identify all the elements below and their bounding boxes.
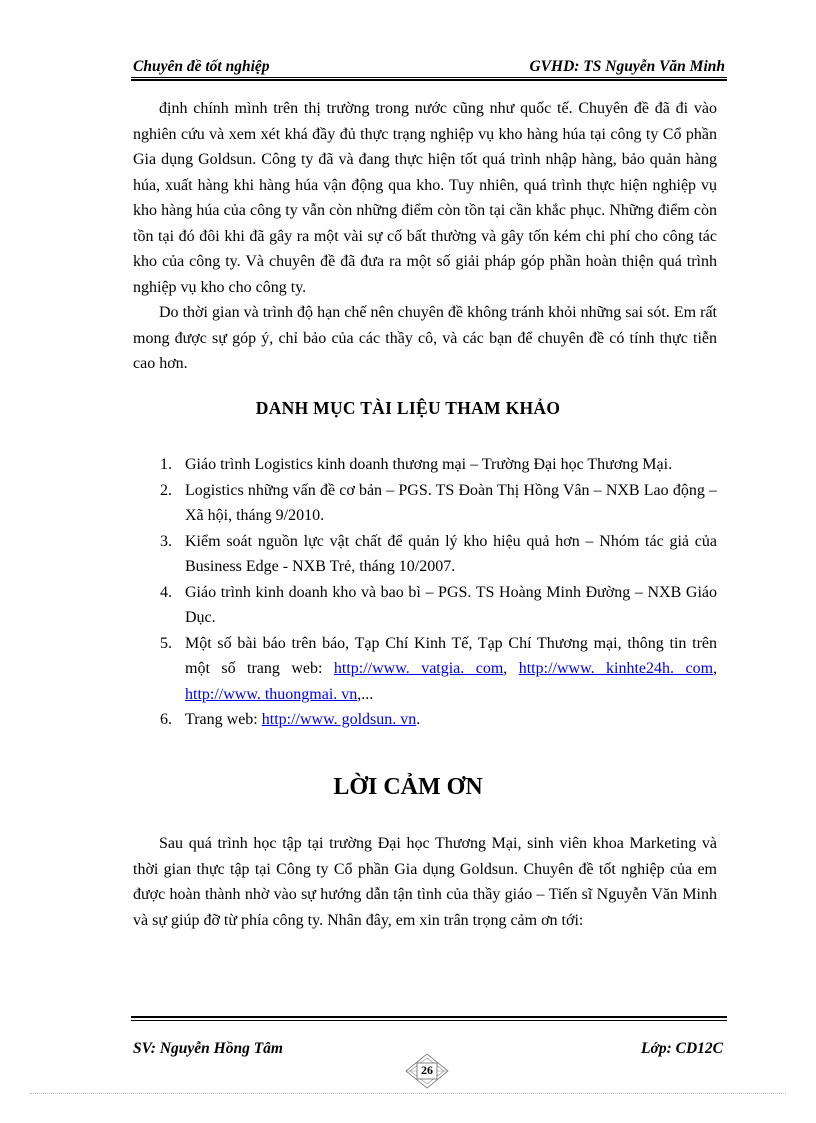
- reference-text: Kiểm soát nguồn lực vật chất để quản lý kho hiệu quả hơn – Nhóm tác giả của Business Edge - NXB Trẻ, tháng 10/2007.: [185, 532, 717, 575]
- reference-text: Giáo trình Logistics kinh doanh thương mại – Trường Đại học Thương Mại.: [185, 456, 673, 473]
- reference-tail: .: [416, 711, 421, 728]
- bottom-border: [30, 1093, 786, 1094]
- link-separator: ,: [503, 660, 519, 677]
- reference-text: Một số bài báo trên báo, Tạp Chí Kinh Tế, Tạp Chí Thương mại, thông tin trên một số trang web:: [185, 634, 717, 677]
- page-number: 26: [421, 1063, 433, 1077]
- thanks-section: [133, 831, 717, 933]
- references-title: DANH MỤC TÀI LIỆU THAM KHẢO: [255, 398, 561, 418]
- footer-student: SV: Nguyễn Hồng Tâm: [133, 1040, 283, 1057]
- reference-item: [160, 631, 717, 708]
- header-divider: [131, 77, 727, 81]
- reference-text: Logistics những vấn đề cơ bản – PGS. TS Đoàn Thị Hồng Vân – NXB Lao động – Xã hội, tháng 9/2010.: [185, 481, 717, 524]
- reference-item: [160, 478, 717, 529]
- thuongmai-link[interactable]: http://www. thuongmai. vn: [185, 685, 358, 703]
- reference-text: Trang web:: [185, 711, 262, 728]
- intro-paragraph-1: định chính mình trên thị trường trong nước cũng như quốc tế. Chuyên đề đã đi vào nghiên cứu và xem xét khá đầy đủ thực trạng nghiệp vụ kho hàng húa tại công ty Cổ phần Gia dụng Goldsun. Công ty đã và đang thực hiện tốt quá trình nhập hàng, bảo quản hàng húa, xuất hàng khi hàng húa vận động qua kho. Tuy nhiên, quá trình thực hiện nghiệp vụ kho hàng húa của công ty vẫn còn những điểm còn tồn tại cần khắc phục. Những điểm còn tồn tại đó đôi khi đã gây ra một vài sự cố bất thường và gây tốn kém chi phí cho công tác kho của công ty. Và chuyên đề đã đưa ra một số giải pháp góp phần hoàn thiện quá trình nghiệp vụ kho cho công ty.: [133, 100, 717, 296]
- intro-paragraph-2: Do thời gian và trình độ hạn chế nên chuyên đề không tránh khỏi những sai sót. Em rất mong được sự góp ý, chỉ bảo của các thầy cô, và các bạn để chuyên đề có tính thực tiễn cao hơn.: [133, 304, 717, 372]
- intro-section: [133, 96, 717, 377]
- reference-number: 1.: [160, 456, 172, 473]
- reference-item: [160, 529, 717, 580]
- footer-class: Lớp: CD12C: [641, 1040, 723, 1057]
- footer-divider: [131, 1016, 727, 1021]
- reference-item: [160, 580, 717, 631]
- goldsun-link[interactable]: http://www. goldsun. vn: [261, 711, 417, 728]
- reference-number: 5.: [160, 634, 172, 652]
- link-separator: ,: [713, 660, 718, 677]
- reference-item: [160, 707, 717, 733]
- reference-tail: ,...: [357, 685, 374, 703]
- page-number-badge: [405, 1053, 449, 1089]
- thanks-title: LỜI CẢM ƠN: [333, 774, 483, 800]
- kinhte24h-link[interactable]: http://www. kinhte24h. com: [518, 660, 714, 677]
- reference-number: 6.: [160, 711, 172, 728]
- page-header: [133, 56, 725, 76]
- header-advisor: GVHD: TS Nguyễn Văn Minh: [529, 58, 725, 75]
- reference-number: 2.: [160, 481, 172, 499]
- reference-number: 3.: [160, 532, 172, 550]
- references-list: [160, 452, 717, 733]
- reference-text: Giáo trình kinh doanh kho và bao bì – PGS. TS Hoàng Minh Đường – NXB Giáo Dục.: [185, 583, 717, 626]
- vatgia-link[interactable]: http://www. vatgia. com: [333, 660, 504, 677]
- header-title: Chuyên đề tốt nghiệp: [133, 58, 270, 75]
- reference-item: [160, 452, 717, 478]
- reference-number: 4.: [160, 583, 172, 601]
- thanks-paragraph: Sau quá trình học tập tại trường Đại học Thương Mại, sinh viên khoa Marketing và thời gian thực tập tại Công ty Cổ phần Gia dụng Goldsun. Chuyên đề tốt nghiệp của em được hoàn thành nhờ vào sự hướng dẫn tận tình của thầy giáo – Tiến sĩ Nguyễn Văn Minh và sự giúp đỡ từ phía công ty. Nhân đây, em xin trân trọng cảm ơn tới:: [133, 835, 717, 929]
